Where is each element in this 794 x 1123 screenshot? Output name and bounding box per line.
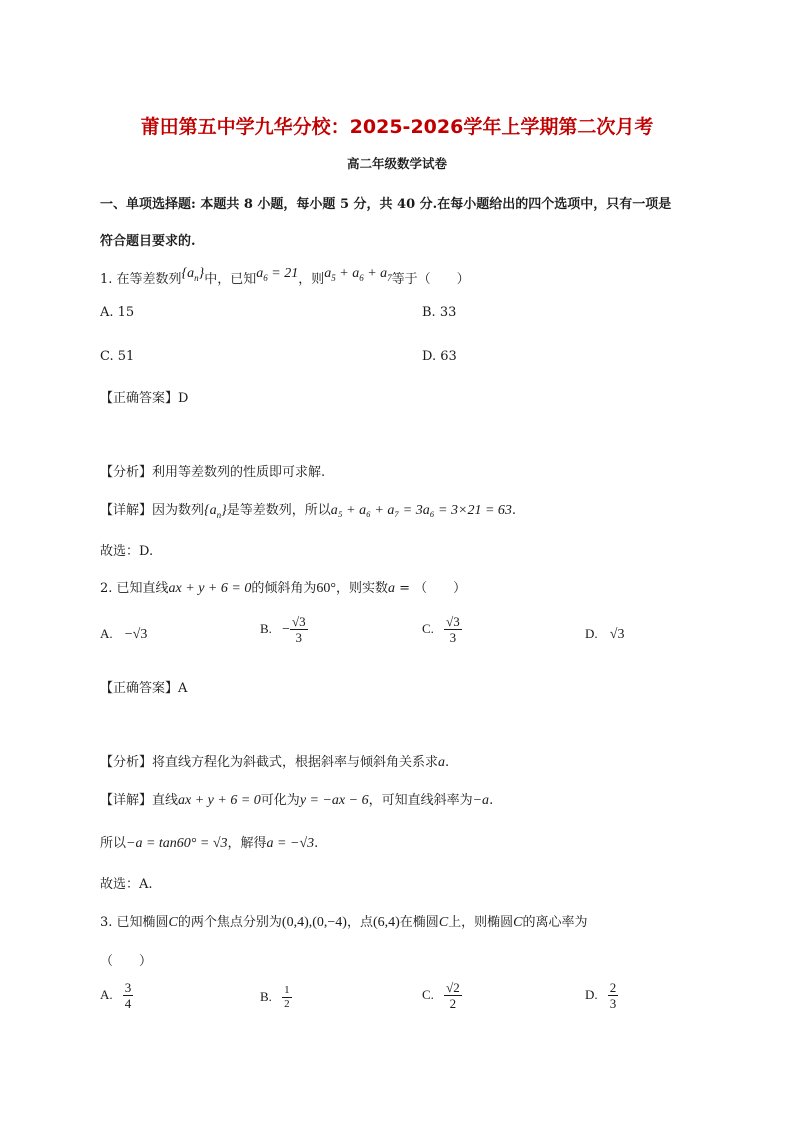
q2-so [100,832,318,852]
q1-answer: 【正确答案】D [100,391,189,406]
q2-option-b-num: √3 [291,614,306,629]
q1-sum-a7: a [380,266,388,281]
q3-mid3: 在椭圆 [399,915,439,930]
q1-detail-seq [204,503,227,518]
q2-option-d-value: √3 [609,627,625,642]
q2-analysis-end: . [445,755,450,770]
q3-option-d-fraction [608,980,619,1011]
q2-eq2: = （ ） [394,581,467,596]
q3-option-b-num: 1 [284,984,290,996]
q2-detail [100,789,493,809]
q2-option-a-value: −√3 [124,627,148,642]
q1-sum [324,266,391,281]
q2-detail-end: . [489,793,494,808]
q3-foci: (0,4),(0,−4) [281,915,347,930]
q3-C-3: C [513,915,523,930]
q1-then: ，则 [298,272,325,287]
q3-option-d [585,980,618,1011]
q1-plus-1: + [335,266,353,281]
q3-option-a-fraction [123,980,134,1011]
q2-option-b [260,614,308,645]
q3-option-d-label: D. [585,987,598,1002]
q2-detail-mid: 可化为 [260,793,300,808]
q2-detail-mid2: ，可知直线斜率为 [368,793,473,808]
q3-option-d-num: 2 [609,980,617,995]
q3-stem [100,911,588,931]
q3-bracket: （ ） [100,954,153,969]
q1-detail-mid: 是等差数列，所以 [226,503,331,518]
q2-prefix: 2. 已知直线 [100,581,169,596]
q2-option-c-label: C. [422,621,434,636]
q1-cond-sub: 6 [263,272,268,283]
q2-detail-eq2: y = −ax − 6 [299,793,369,808]
q3-option-d-den: 3 [609,996,617,1011]
q3-option-b-den: 2 [284,998,290,1010]
q1-sum-s6: 6 [359,272,364,283]
q2-option-d-label: D. [585,626,598,641]
q1-mid: 中，已知 [204,272,257,287]
q2-angle: 60° [316,581,336,596]
section-heading-line1: 一、单项选择题: 本题共 8 小题，每小题 5 分，共 40 分.在每小题给出的四个选项中，只有一项是 [100,197,672,212]
q2-mid: 的倾斜角为 [251,581,317,596]
q2-eq: ax + y + 6 = 0 [168,581,252,596]
q1-seq [182,266,205,281]
q2-option-c-num: √3 [446,614,460,629]
q2-detail-slope: −a [472,793,490,808]
q1-seq-end: } [198,266,205,281]
q3-option-b-fraction [282,984,292,1011]
q2-detail-eq: ax + y + 6 = 0 [178,793,261,808]
q1-detail [100,499,516,520]
q2-option-c-fraction [444,614,462,645]
q2-answer: 【正确答案】A [100,681,188,696]
q2-option-c [422,614,462,645]
q1-cond [256,266,298,281]
q2-so-mid: ，解得 [227,836,267,851]
q2-option-b-fraction [290,614,308,645]
q2-suffix: ，则实数 [335,581,388,596]
q3-prefix: 3. 已知椭圆 [100,915,169,930]
q1-analysis: 【分析】利用等差数列的性质即可求解. [100,465,326,480]
q1-seq-sub: n [194,272,199,283]
q3-suffix: 的离心率为 [522,915,588,930]
q3-option-c-fraction [444,980,462,1011]
section-heading-line2: 符合题目要求的. [100,234,196,249]
q1-option-c: C. 51 [100,349,135,364]
q3-C-1: C [168,915,178,930]
q2-so-eq2: a = −√3 [266,836,315,851]
q2-option-d [585,626,624,643]
q2-var: a [387,581,395,596]
q3-option-b [260,984,292,1011]
q3-option-c-den: 2 [449,996,457,1011]
q1-sum-a6: a [352,266,360,281]
q2-analysis-text: 【分析】将直线方程化为斜截式，根据斜率与倾斜角关系求 [100,755,439,770]
q1-cond-val: = 21 [267,266,299,281]
q3-mid: 的两个焦点分别为 [177,915,282,930]
q2-conclusion: 故选：A. [100,877,153,892]
q1-detail-seq-end: } [221,503,227,518]
q1-detail-seq-sub: n [216,509,222,520]
q2-analysis-var: a [438,755,446,770]
q1-detail-end: . [511,503,517,518]
exam-subtitle: 高二年级数学试卷 [346,156,447,171]
q3-C-2: C [438,915,449,930]
q2-option-b-den: 3 [295,630,303,645]
q1-sum-s7: 7 [387,272,392,283]
q2-analysis [100,751,449,771]
q1-prefix: 1. 在等差数列 [100,272,182,287]
q1-detail-prefix: 【详解】因为数列 [100,503,205,518]
q3-mid2: ，点 [346,915,373,930]
q1-cond-a: a [256,266,264,281]
q1-seq-a: {a [181,266,195,281]
q1-conclusion: 故选：D. [100,544,154,559]
q1-option-d: D. 63 [422,349,457,364]
q1-detail-math: a₅ + a₆ + a₇ = 3a₆ = 3×21 = 63 [330,503,512,518]
q1-suffix: 等于（ ） [391,272,470,287]
q3-option-b-label: B. [260,989,272,1004]
q2-so-eq: −a = tan60° = √3 [126,836,228,851]
q2-detail-prefix: 【详解】直线 [100,793,179,808]
q3-option-c-num: √2 [446,980,460,995]
q1-plus-2: + [363,266,381,281]
q3-option-a-label: A. [100,987,113,1002]
q2-option-b-label: B. [260,621,272,636]
q3-option-c [422,980,462,1011]
q3-option-a-den: 4 [124,996,132,1011]
q2-option-a-label: A. [100,626,113,641]
q3-option-c-label: C. [422,987,434,1002]
q3-mid4: 上，则椭圆 [448,915,514,930]
q1-option-b: B. 33 [422,305,457,320]
q1-sum-a5: a [324,266,332,281]
q3-option-a [100,980,133,1011]
q2-option-b-sign: − [282,622,290,637]
q2-option-c-den: 3 [449,630,457,645]
q1-option-a: A. 15 [100,305,135,320]
q2-option-a [100,626,147,643]
q2-stem [100,577,466,597]
q3-point: (6,4) [372,915,400,930]
exam-title: 莆田第五中学九华分校：2025-2026学年上学期第二次月考 [140,116,654,138]
q1-sum-s5: 5 [331,272,336,283]
q3-option-a-num: 3 [124,980,132,995]
q1-stem [100,268,470,289]
q2-so-prefix: 所以 [100,836,127,851]
q2-so-end: . [314,836,319,851]
q1-detail-seq-a: {a [204,503,217,518]
